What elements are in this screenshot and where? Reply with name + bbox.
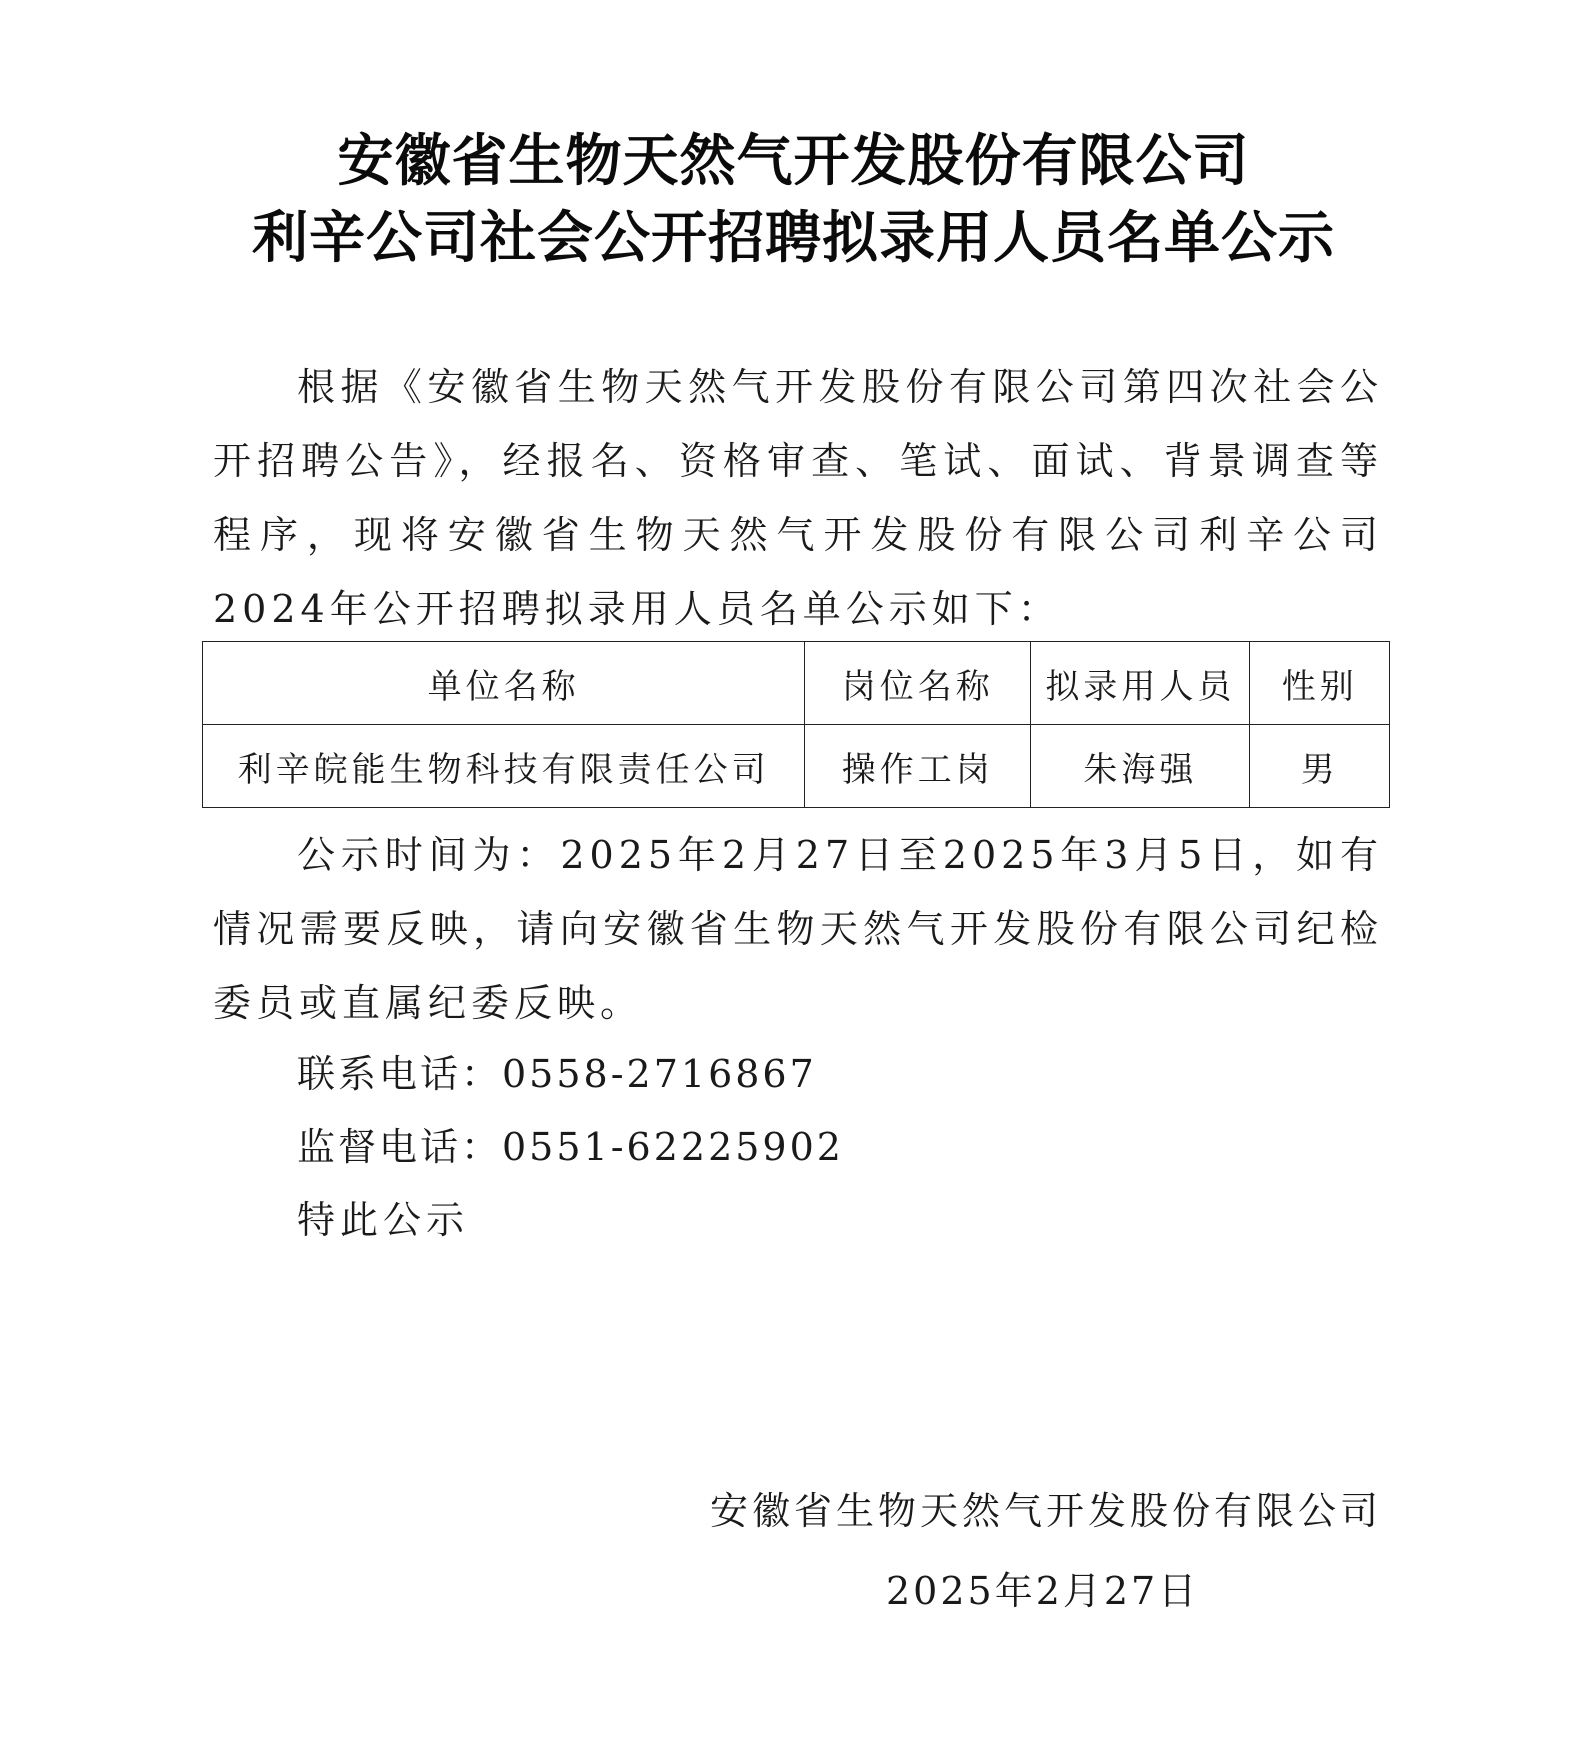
table-header-row: [203, 642, 1390, 725]
document-title-line-1: 安徽省生物天然气开发股份有限公司: [337, 129, 1250, 194]
header-gender: 性别: [1250, 642, 1390, 725]
supervision-phone: 监督电话：0551-62225902: [297, 1125, 844, 1169]
cell-gender: 男: [1250, 725, 1390, 808]
signature-date: 2025年2月27日: [886, 1569, 1200, 1613]
header-candidate: 拟录用人员: [1031, 642, 1250, 725]
table-row: [203, 725, 1390, 808]
header-unit-name: 单位名称: [203, 642, 805, 725]
signature-organization: 安徽省生物天然气开发股份有限公司: [709, 1489, 1382, 1533]
closing-statement: 特此公示: [297, 1198, 470, 1242]
contact-phone: 联系电话：0558-2716867: [297, 1052, 817, 1096]
intro-paragraph: 根据《安徽省生物天然气开发股份有限公司第四次社会公开招聘公告》，经报名、资格审查、笔试、面试、背景调查等程序，现将安徽省生物天然气开发股份有限公司利辛公司2024年公开招聘拟录用人员名单公示如下：: [213, 365, 1383, 631]
cell-unit-name: 利辛皖能生物科技有限责任公司: [203, 725, 805, 808]
cell-candidate: 朱海强: [1031, 725, 1250, 808]
notice-period-paragraph: 公示时间为：2025年2月27日至2025年3月5日，如有情况需要反映，请向安徽省生物天然气开发股份有限公司纪检委员或直属纪委反映。: [213, 833, 1383, 1025]
header-position-name: 岗位名称: [805, 642, 1031, 725]
cell-position-name: 操作工岗: [805, 725, 1031, 808]
hiring-list-table: [202, 641, 1390, 808]
document-title-line-2: 利辛公司社会公开招聘拟录用人员名单公示: [252, 206, 1335, 271]
